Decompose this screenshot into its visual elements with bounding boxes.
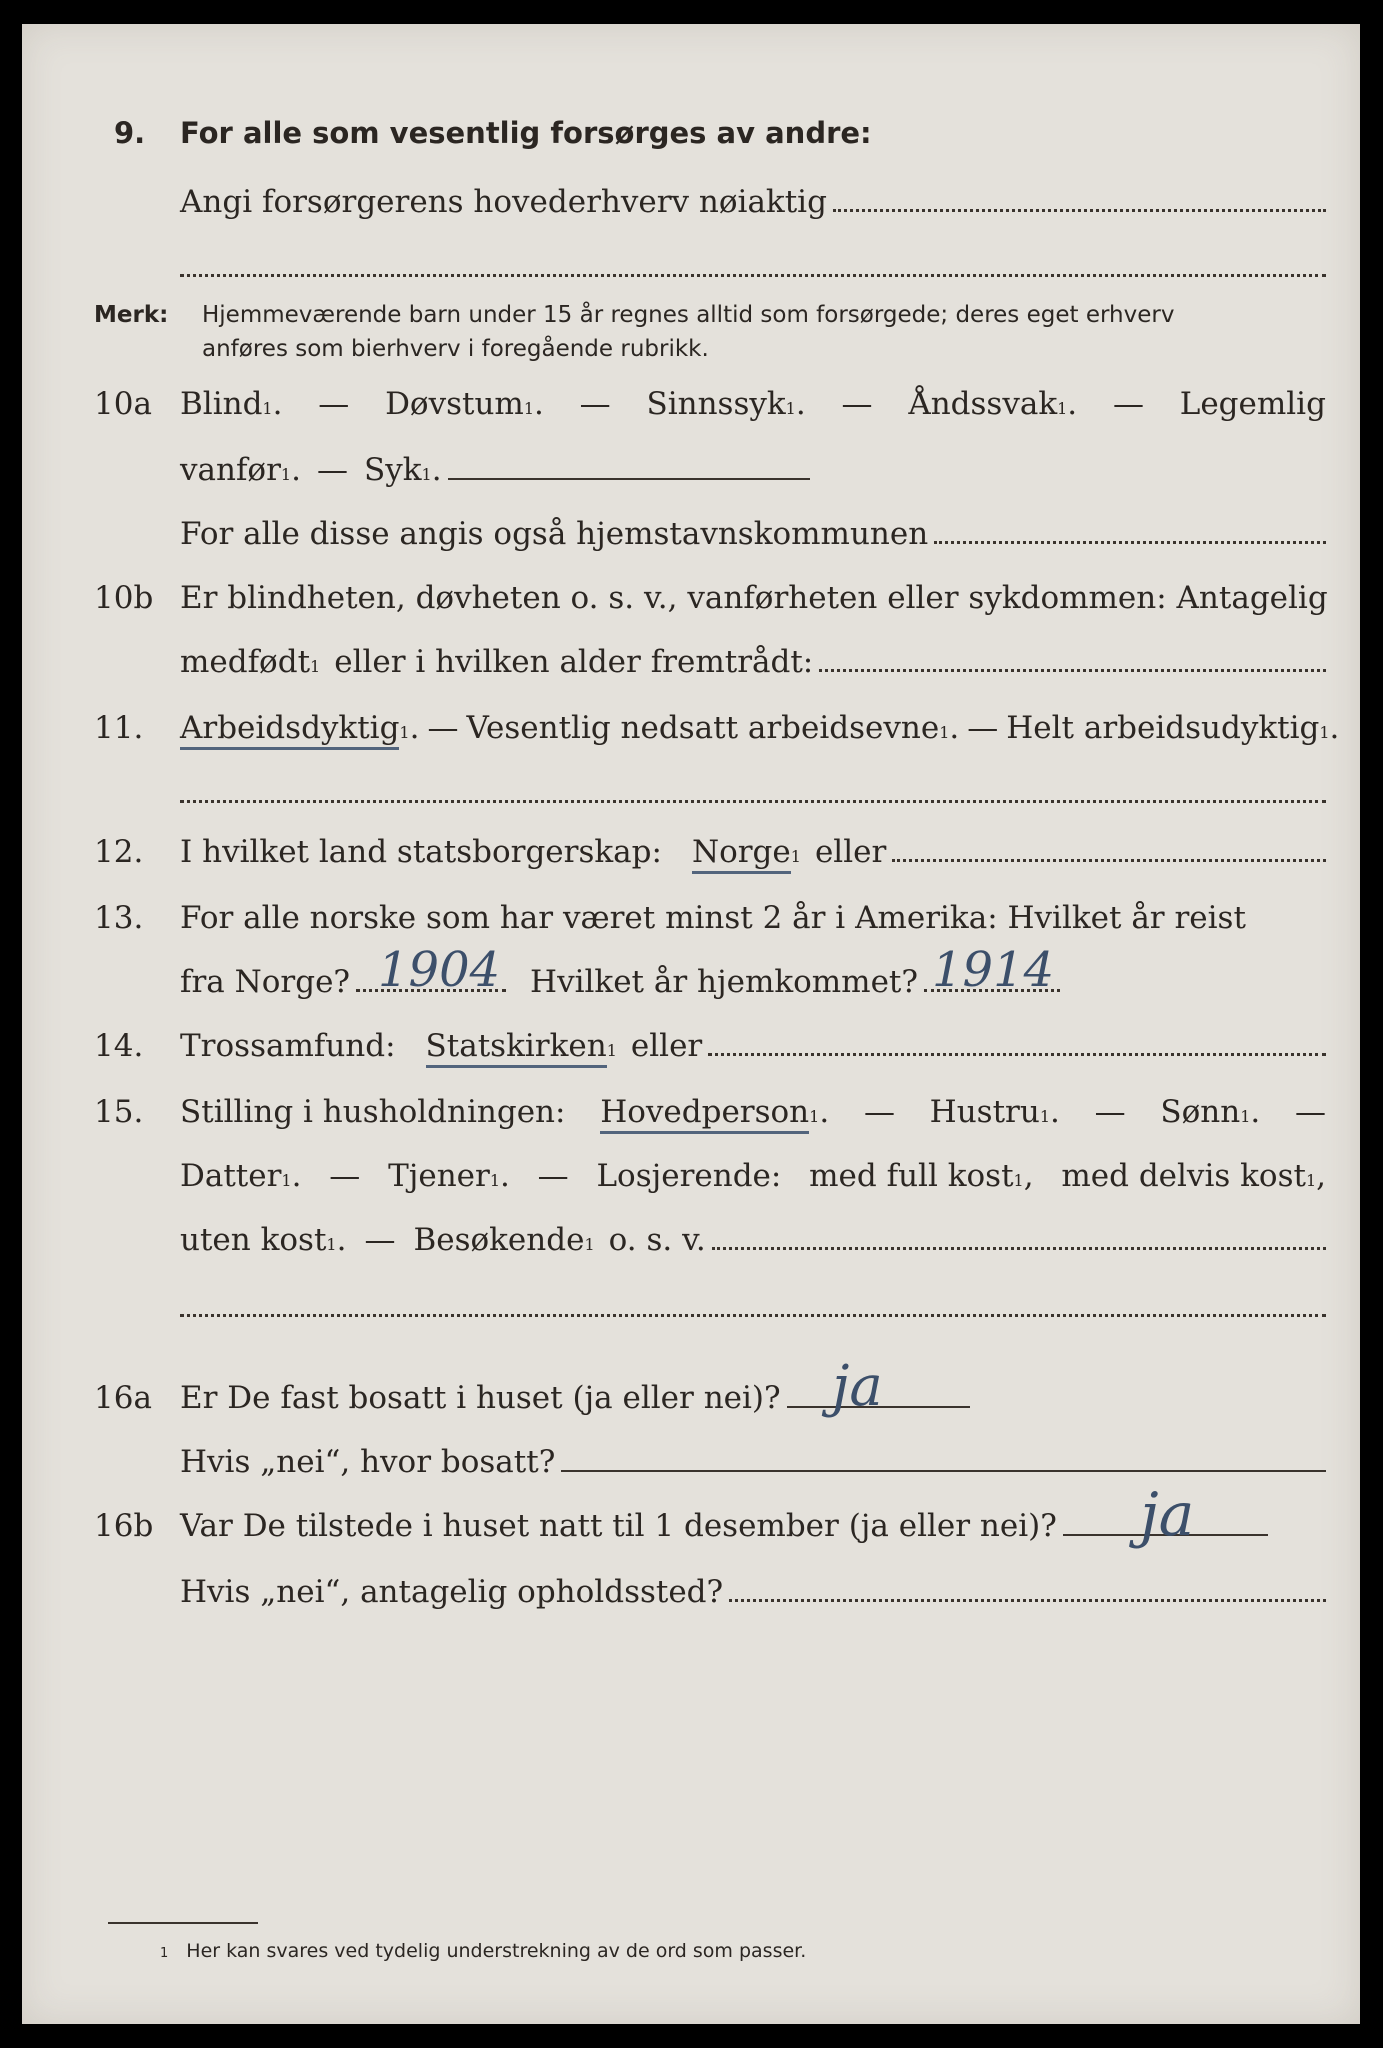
q16b-prompt: Var De tilstede i huset natt til 1 desember (ja eller nei)? (180, 1508, 1057, 1544)
dot: . (534, 386, 544, 422)
footnote-mark: 1 (310, 657, 321, 676)
q16b-answer[interactable]: ja (1140, 1480, 1195, 1550)
merk-line-2: anføres som bierhverv i foregående rubrikk. (202, 336, 709, 362)
q15-opt-besokende[interactable]: Besøkende (413, 1222, 585, 1258)
q10b-opt-medfodt[interactable]: medfødt (180, 644, 311, 680)
q10b-line-1: Er blindheten, døvheten o. s. v., vanførheten eller sykdommen: Antagelig (180, 580, 1328, 616)
footnote-mark: 1 (262, 399, 273, 418)
q9-number: 9. (114, 116, 146, 150)
q10a-row-3 (180, 516, 1326, 552)
q15-opt-datter[interactable]: Datter (180, 1158, 282, 1194)
q15-row-1 (180, 1094, 1326, 1134)
q13-prompt-reist: fra Norge? (180, 964, 351, 1000)
q10a-opt-syk[interactable]: Syk (363, 452, 422, 488)
dot: . (819, 1094, 830, 1130)
footnote-mark: 1 (1305, 1171, 1317, 1190)
footnote (160, 1940, 806, 1962)
footnote-mark: 1 (809, 1107, 820, 1126)
q14-opt-statskirken[interactable]: Statskirken (426, 1028, 607, 1068)
q10a-opt-blind[interactable]: Blind (180, 386, 263, 422)
separator: — (364, 1222, 396, 1258)
q11-row (180, 710, 1340, 750)
q11-opt-nedsatt[interactable]: Vesentlig nedsatt arbeidsevne (466, 710, 940, 746)
q14-after: eller (630, 1028, 703, 1064)
q10b-row-2 (180, 644, 1326, 680)
q10a-opt-dovstum[interactable]: Døvstum (385, 386, 524, 422)
q10a-syk-field[interactable] (448, 478, 810, 480)
q12-row (180, 834, 1326, 874)
footnote-mark: 1 (606, 1041, 617, 1060)
dot: . (272, 386, 283, 422)
q10b-number: 10b (94, 580, 154, 616)
dot: . (409, 710, 420, 746)
q9-prompt-row (180, 184, 1326, 220)
q10b-line-2: eller i hvilken alder fremtrådt: (334, 644, 814, 680)
q11-opt-udyktig[interactable]: Helt arbeidsudyktig (1006, 710, 1320, 746)
footnote-mark: 1 (489, 1171, 501, 1190)
q11-answer-line[interactable] (180, 800, 1326, 803)
dot: . (1250, 1094, 1261, 1130)
q15-osv: o. s. v. (608, 1222, 706, 1258)
footnote-text: Her kan svares ved tydelig understrekning av de ord som passer. (186, 1940, 807, 1962)
q13-line-1: For alle norske som har været minst 2 år i Amerika: Hvilket år reist (180, 900, 1246, 936)
q13-prompt-hjemkommet: Hvilket år hjemkommet? (530, 964, 919, 1000)
dot: . (1329, 710, 1340, 746)
footnote-mark: 1 (523, 399, 535, 418)
q16a-answer[interactable]: ja (832, 1354, 883, 1419)
q16b-number: 16b (94, 1508, 154, 1544)
q15-losjerende: Losjerende: (596, 1158, 782, 1194)
q15-prompt: Stilling i husholdningen: (180, 1094, 566, 1130)
footnote-mark: 1 (399, 723, 410, 742)
q10a-opt-sinnssyk[interactable]: Sinnssyk (646, 386, 786, 422)
separator: — (579, 386, 611, 422)
footnote-mark: 1 (1039, 1107, 1051, 1126)
q16b-sub-prompt: Hvis „nei“, antagelig opholdssted? (180, 1574, 724, 1610)
separator: — (967, 710, 999, 746)
census-form-page (22, 24, 1360, 2024)
q10a-row-2 (180, 452, 810, 488)
footnote-rule (108, 1922, 258, 1924)
q12-other-field[interactable] (892, 859, 1326, 862)
q10a-opt-vanfor[interactable]: vanfør (180, 452, 281, 488)
q16b-row (180, 1508, 1268, 1544)
q15-opt-hovedperson[interactable]: Hovedperson (600, 1094, 809, 1134)
q15-opt-utenkost[interactable]: uten kost (180, 1222, 327, 1258)
merk-line-1: Hjemmeværende barn under 15 år regnes alltid som forsørgede; deres eget erhverv (202, 302, 1175, 328)
q16a-number: 16a (94, 1380, 152, 1416)
q15-other-field[interactable] (712, 1247, 1326, 1250)
separator: — (316, 452, 348, 488)
footnote-mark: 1 (785, 399, 796, 418)
q12-prompt: I hvilket land statsborgerskap: (180, 834, 662, 870)
separator: — (427, 710, 459, 746)
dot: . (500, 1158, 510, 1194)
separator: — (1294, 1094, 1326, 1130)
separator: — (318, 386, 350, 422)
footnote-mark: 1 (790, 847, 801, 866)
q10a-hjemstavn-field[interactable] (934, 541, 1326, 544)
q15-number: 15. (94, 1094, 144, 1130)
q16a-prompt: Er De fast bosatt i huset (ja eller nei)? (180, 1380, 781, 1416)
q14-prompt: Trossamfund: (180, 1028, 396, 1064)
q12-opt-norge[interactable]: Norge (692, 834, 791, 874)
separator: — (329, 1158, 361, 1194)
q10a-opt-andssvak[interactable]: Åndssvak (908, 386, 1058, 422)
q10b-alder-field[interactable] (819, 669, 1326, 672)
separator: — (537, 1158, 569, 1194)
footnote-mark: 1 (280, 465, 292, 484)
q10a-opt-legemlig[interactable]: Legemlig (1179, 386, 1326, 422)
separator: — (841, 386, 873, 422)
dot: . (949, 710, 960, 746)
q13-row-2 (180, 964, 1060, 1000)
separator: — (1094, 1094, 1126, 1130)
q9-heading: For alle som vesentlig forsørges av andre: (180, 116, 872, 150)
q16b-sub-row (180, 1574, 1326, 1610)
q10a-hjemstavn-prompt: For alle disse angis også hjemstavnskommunen (180, 516, 929, 552)
dot: . (291, 452, 301, 488)
q16a-sub-row (180, 1444, 1326, 1480)
footnote-mark: 1 (421, 465, 432, 484)
q15-opt-sonn[interactable]: Sønn (1160, 1094, 1241, 1130)
q15-opt-fullkost[interactable]: med full kost (809, 1158, 1014, 1194)
footnote-mark: 1 (1013, 1171, 1024, 1190)
merk-label: Merk: (94, 302, 169, 328)
dot: . (336, 1222, 347, 1258)
q15-opt-tjener[interactable]: Tjener (388, 1158, 490, 1194)
q12-after: eller (814, 834, 887, 870)
dot: . (431, 452, 442, 488)
footnote-mark: 1 (1240, 1107, 1251, 1126)
footnote-mark: 1 (281, 1171, 292, 1190)
dot: . (795, 386, 806, 422)
footnote-mark: 1 (584, 1235, 595, 1254)
q14-other-field[interactable] (708, 1053, 1326, 1056)
q15-answer-line[interactable] (180, 1314, 1326, 1317)
separator: — (1112, 386, 1144, 422)
q15-opt-hustru[interactable]: Hustru (929, 1094, 1040, 1130)
q13-answer-hjemkommet[interactable]: 1914 (932, 942, 1055, 998)
q16a-sub-prompt: Hvis „nei“, hvor bosatt? (180, 1444, 556, 1480)
dot: . (1067, 386, 1078, 422)
footnote-mark: 1 (1057, 399, 1068, 418)
q12-number: 12. (94, 834, 144, 870)
q11-opt-arbeidsdyktig[interactable]: Arbeidsdyktig (180, 710, 399, 750)
q15-row-3 (180, 1222, 1326, 1258)
q13-number: 13. (94, 900, 144, 936)
q10a-number: 10a (94, 386, 152, 422)
q16b-sub-field[interactable] (729, 1599, 1326, 1602)
q15-row-2: Datter 1 . — Tjener 1 . — Losjerende: med full kost 1 , med delvis kost 1 , (180, 1158, 1326, 1194)
q15-opt-delviskost[interactable]: med delvis kost (1061, 1158, 1306, 1194)
q11-number: 11. (94, 710, 144, 746)
separator: — (863, 1094, 895, 1130)
dot: . (1050, 1094, 1060, 1130)
footnote-mark: 1 (939, 723, 950, 742)
footnote-mark: 1 (1319, 723, 1330, 742)
footnote-number: 1 (160, 1946, 169, 1961)
q13-answer-reist[interactable]: 1904 (378, 942, 501, 998)
q14-row (180, 1028, 1326, 1068)
q16a-sub-field[interactable] (561, 1470, 1326, 1472)
q9-answer-field[interactable] (833, 209, 1326, 212)
q9-answer-line[interactable] (180, 274, 1326, 277)
q14-number: 14. (94, 1028, 144, 1064)
dot: . (291, 1158, 302, 1194)
q9-prompt: Angi forsørgerens hovederhverv nøiaktig (180, 184, 827, 220)
footnote-mark: 1 (326, 1235, 337, 1254)
q10a-row-1 (180, 386, 1326, 422)
